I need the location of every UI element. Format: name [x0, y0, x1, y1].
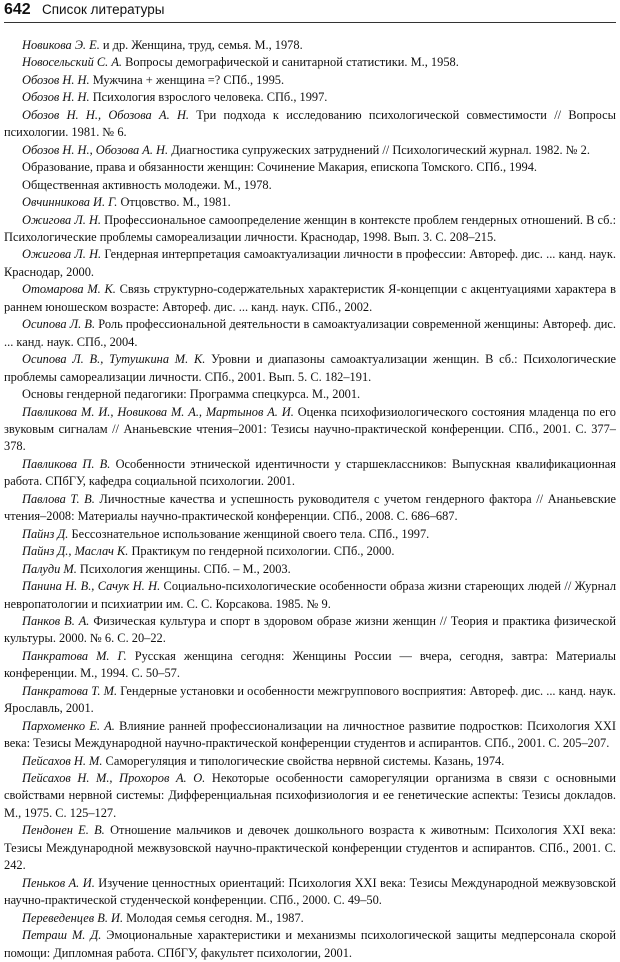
reference-text: Роль профессиональной деятельности в самоактуализации современной женщины: Автореф. дис. ... канд. наук. СПб., 2004.	[4, 317, 617, 349]
reference-entry	[4, 543, 616, 560]
reference-authors: Панкратова М. Г.	[22, 648, 127, 663]
reference-text: Бессознательное использование женщиной своего тела. СПб., 1997.	[68, 526, 430, 541]
reference-text: Диагностика супружеских затруднений // Психологический журнал. 1982. № 2.	[168, 142, 590, 157]
reference-text: Общественная активность молодежи. М., 1978.	[22, 177, 272, 192]
reference-entry	[4, 194, 616, 211]
reference-text: Психология женщины. СПб. – М., 2003.	[76, 561, 291, 576]
reference-authors: Павликова П. В.	[22, 456, 111, 471]
reference-authors: Пеньков А. И.	[22, 875, 95, 890]
reference-authors: Осипова Л. В.	[22, 317, 96, 332]
reference-authors: Осипова Л. В., Тутушкина М. К.	[22, 352, 206, 367]
reference-authors: Петраш М. Д.	[22, 928, 102, 943]
reference-text: Русская женщина сегодня: Женщины России — вчера, сегодня, завтра: Материалы конференции. М., 1994. С. 50–57.	[4, 648, 616, 681]
reference-text: Образование, права и обязанности женщин: Сочинение Макария, епископа Томского. СПб., 1994.	[22, 160, 538, 175]
reference-entry	[4, 72, 616, 89]
reference-authors: Пархоменко Е. А.	[22, 718, 115, 733]
reference-text: Основы гендерной педагогики: Программа спецкурса. М., 2001.	[22, 387, 361, 402]
reference-entry	[4, 753, 616, 770]
reference-text: Связь структурно-содержательных характеристик Я-концепции с акцентуациями характера в раннем юношеском возрасте: Автореф. дис. ... канд. наук. СПб., 2002.	[4, 282, 616, 314]
reference-authors: Пейсахов Н. М., Прохоров А. О.	[22, 771, 206, 786]
reference-entry	[4, 142, 616, 159]
reference-authors: Переведенцев В. И.	[22, 910, 124, 925]
reference-text: Молодая семья сегодня. М., 1987.	[123, 910, 304, 925]
reference-entry	[4, 613, 616, 648]
reference-entry	[4, 386, 616, 403]
reference-authors: Панкратова Т. М.	[22, 683, 118, 698]
reference-text: и др. Женщина, труд, семья. М., 1978.	[99, 38, 303, 52]
reference-entry	[4, 561, 616, 578]
reference-text: Оценка психофизиологического состояния младенца по его звуковым сигналам // Ананьевские чтения–2001: Тезисы научно-практической конференции. СПб., 2001. С. 377–378.	[4, 404, 616, 454]
reference-entry	[4, 456, 616, 491]
reference-entry	[4, 54, 616, 71]
reference-text: Вопросы демографической и санитарной статистики. М., 1958.	[122, 55, 459, 70]
reference-entry	[4, 927, 616, 962]
reference-authors: Пайнз Д., Маслач К.	[22, 544, 129, 559]
reference-entry	[4, 648, 616, 683]
reference-text: Социально-психологические особенности образа жизни стареющих людей // Журнал невропатологии и психиатрии им. С. С. Корсакова. 1985. № 9.	[4, 579, 616, 611]
reference-text: Профессиональное самоопределение женщин в контексте проблем гендерных отношений. В сб.: Психологические проблемы самореализации личности. Краснодар, 1998. Вып. 3. С. 208–215.	[4, 212, 617, 244]
reference-authors: Палуди М.	[22, 561, 77, 576]
reference-authors: Овчинникова И. Г.	[22, 195, 118, 210]
reference-entry	[4, 910, 616, 927]
reference-text: Мужчина + женщина =? СПб., 1995.	[89, 72, 285, 87]
reference-entry	[4, 177, 616, 194]
reference-text: Психология взрослого человека. СПб., 1997.	[89, 90, 328, 105]
reference-text: Особенности этнической идентичности у старшеклассников: Выпускная квалификационная работа. СПбГУ, кафедра социальной психологии. 2001.	[4, 456, 616, 489]
reference-entry	[4, 246, 616, 281]
reference-authors: Пейсахов Н. М.	[22, 753, 103, 768]
reference-entry	[4, 159, 616, 176]
reference-authors: Обозов Н. Н.	[22, 72, 90, 87]
reference-text: Три подхода к исследованию психологической совместимости // Вопросы психологии. 1981. № 6.	[4, 107, 616, 140]
reference-entry	[4, 351, 616, 386]
reference-authors: Ожигова Л. Н.	[22, 247, 102, 262]
section-title: Список литературы	[42, 2, 165, 17]
reference-authors: Павлова Т. В.	[22, 491, 95, 506]
reference-list	[4, 37, 616, 962]
reference-entry	[4, 718, 616, 753]
reference-text: Саморегуляция и типологические свойства нервной системы. Казань, 1974.	[102, 753, 505, 768]
reference-entry	[4, 822, 616, 874]
reference-entry	[4, 281, 616, 316]
reference-entry	[4, 316, 616, 351]
reference-text: Некоторые особенности саморегуляции организма в связи с основными свойствами нервной системы: Дифференциальная психофизиология и ее генетические аспекты: Тезисы докладов. М., 1975. С. 125–127.	[4, 771, 616, 820]
reference-entry	[4, 404, 616, 456]
reference-text: Гендерные установки и особенности межгруппового восприятия: Автореф. дис. ... канд. наук. Ярославль, 2001.	[4, 683, 616, 716]
page-number: 642	[4, 1, 31, 18]
reference-text: Эмоциональные характеристики и механизмы психологической защиты медперсонала скорой помощи: Дипломная работа. СПбГУ, факультет психологии, 2001.	[4, 928, 616, 960]
reference-authors: Пайнз Д.	[22, 526, 69, 541]
reference-authors: Пендонен Е. В.	[22, 823, 105, 838]
reference-text: Гендерная интерпретация самоактуализации личности в профессии: Автореф. дис. ... канд. наук. Краснодар, 2000.	[4, 247, 616, 279]
reference-text: Отношение мальчиков и девочек дошкольного возраста к животным: Психология XXI века: Тезисы Международной межвузовской научно-практической конференции студентов и аспирантов. СПб., 2001. С. 242.	[4, 823, 616, 873]
reference-entry	[4, 875, 616, 910]
reference-text: Влияние ранней профессионализации на личностное развитие подростков: Психология XXI века: Тезисы Международной научно-практической конференции студентов и аспирантов. СПб., 2001. С. 205–207.	[4, 718, 616, 751]
reference-authors: Новикова Э. Е.	[22, 38, 100, 52]
reference-entry	[4, 578, 616, 613]
reference-entry	[4, 212, 616, 247]
reference-entry	[4, 107, 616, 142]
reference-authors: Ожигова Л. Н.	[22, 212, 102, 227]
reference-text: Отцовство. М., 1981.	[117, 195, 231, 210]
page-header	[4, 0, 616, 23]
reference-authors: Павликова М. И., Новикова М. А., Мартынов А. И.	[22, 404, 294, 419]
reference-authors: Обозов Н. Н., Обозова А. Н.	[22, 107, 190, 122]
reference-text: Физическая культура и спорт в здоровом образе жизни женщин // Теория и практика физической культуры. 2000. № 6. С. 20–22.	[4, 613, 616, 646]
reference-entry	[4, 526, 616, 543]
reference-authors: Панков В. А.	[22, 613, 90, 628]
reference-authors: Новосельский С. А.	[22, 55, 123, 70]
reference-entry	[4, 770, 616, 822]
reference-text: Изучение ценностных ориентаций: Психология XXI века: Тезисы Международной межвузовской научно-практической студенческой конференции. СПб., 2000. С. 49–50.	[4, 875, 616, 908]
reference-text: Практикум по гендерной психологии. СПб., 2000.	[128, 544, 395, 559]
reference-authors: Обозов Н. Н.	[22, 90, 90, 105]
reference-authors: Отомарова М. К.	[22, 282, 116, 297]
reference-entry	[4, 683, 616, 718]
reference-entry	[4, 37, 616, 54]
reference-text: Уровни и диапазоны самоактуализации женщин. В сб.: Психологические проблемы самореализации личности. СПб., 2001. Вып. 5. С. 182–191.	[4, 352, 616, 384]
reference-authors: Обозов Н. Н., Обозова А. Н.	[22, 142, 169, 157]
reference-entry	[4, 89, 616, 106]
reference-text: Личностные качества и успешность руководителя с учетом гендерного фактора // Ананьевские чтения–2008: Материалы научно-практической конференции. СПб., 2008. С. 686–687.	[4, 491, 616, 524]
reference-authors: Панина Н. В., Сачук Н. Н.	[22, 579, 161, 594]
reference-entry	[4, 491, 616, 526]
